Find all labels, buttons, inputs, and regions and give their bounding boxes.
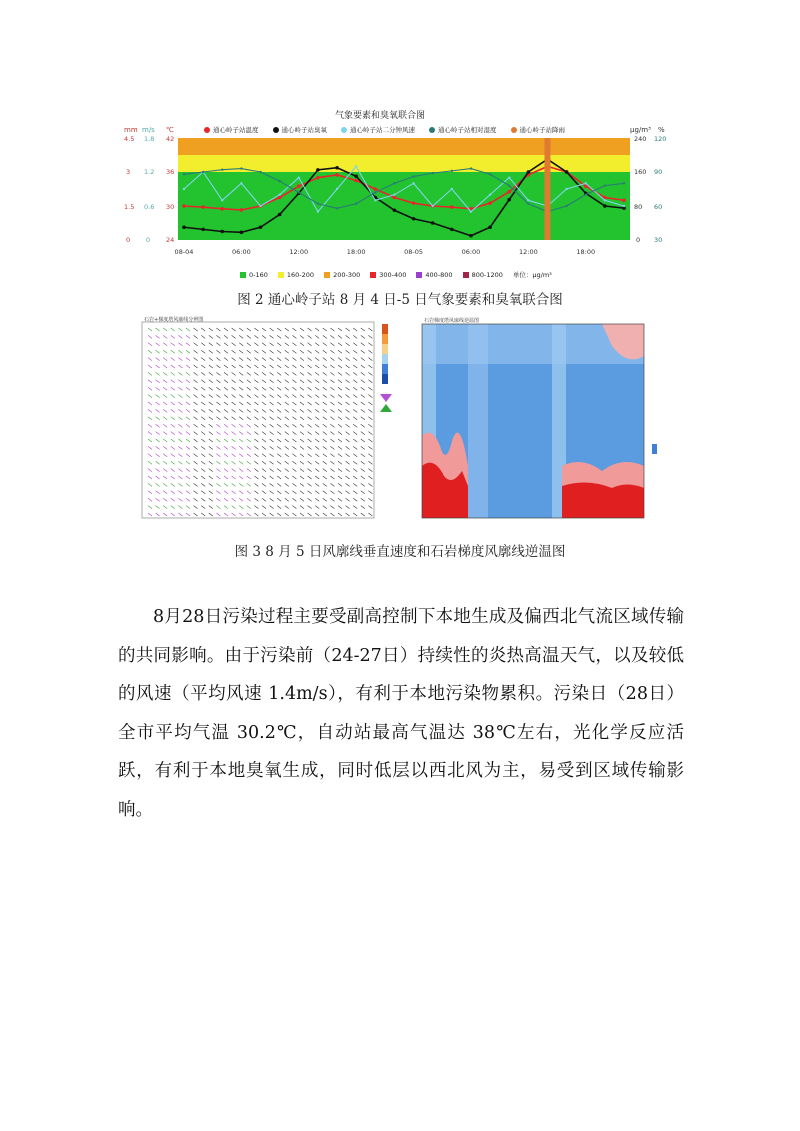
ytick-ms-1: 1.2 <box>144 168 155 176</box>
data-point <box>201 228 205 232</box>
data-point <box>202 171 204 173</box>
x-tick-label: 12:00 <box>289 248 309 256</box>
data-point <box>220 207 224 211</box>
data-point <box>393 193 395 195</box>
data-point <box>604 199 606 201</box>
data-point <box>355 203 357 205</box>
ytick-ug-2: 80 <box>634 203 643 211</box>
paragraph-text: 8月28日污染过程主要受副高控制下本地生成及偏西北气流区域传输的共同影响。由于污染前（24-27日）持续性的炎热高温天气，以及较低的风速（平均风速 1.4m/s），有利于本地污染物累积。污染日（28日）全市平均气温 30.2℃，自动站最高气温达 38℃左右，光化学反应活跃，有利于本地臭氧生成，同时低层以西北风为主，易受到区域传输影响。 <box>118 607 684 820</box>
figure-2 <box>120 108 667 283</box>
data-point <box>336 188 338 190</box>
data-point <box>374 199 376 201</box>
data-point <box>355 165 357 167</box>
data-point <box>488 225 492 229</box>
ytick-mm-0: 4.5 <box>124 135 135 143</box>
data-point <box>450 205 454 209</box>
line-chart <box>178 138 630 240</box>
data-point <box>488 201 492 205</box>
data-point <box>220 230 224 234</box>
data-point <box>489 173 491 175</box>
data-point <box>259 171 261 173</box>
data-point <box>182 225 186 229</box>
data-point <box>565 170 569 174</box>
ytick-mm-2: 1.5 <box>124 203 135 211</box>
ytick-pct-0: 120 <box>654 135 667 143</box>
data-point <box>182 204 186 208</box>
data-point <box>354 174 358 178</box>
data-point <box>431 205 433 207</box>
legend-rainfall: 通心岭子站降雨 <box>511 125 566 134</box>
data-point <box>451 188 453 190</box>
ytick-pct-1: 90 <box>654 168 663 176</box>
series-line <box>184 159 624 236</box>
data-point <box>508 184 510 186</box>
aqi-legend-item: 300-400 <box>370 270 406 279</box>
axis-unit-ms: m/s <box>142 126 155 134</box>
ytick-c-2: 30 <box>166 203 175 211</box>
data-point <box>240 231 244 235</box>
axis-unit-ug: μg/m³ <box>630 126 651 134</box>
ytick-ms-0: 1.8 <box>144 135 155 143</box>
data-point <box>412 175 414 177</box>
plot-area <box>178 138 630 240</box>
data-point <box>527 199 529 201</box>
data-point <box>508 176 510 178</box>
data-point <box>335 166 339 170</box>
data-point <box>201 205 205 209</box>
color-scale <box>378 316 410 528</box>
data-point <box>278 213 282 217</box>
figure-2-caption: 图 2 通心岭子站 8 月 4 日-5 日气象要素和臭氧联合图 <box>237 292 563 308</box>
ytick-ms-3: 0 <box>146 236 151 244</box>
data-point <box>412 217 416 221</box>
ytick-ug-1: 160 <box>634 168 647 176</box>
x-tick-label: 08-04 <box>174 248 194 256</box>
data-point <box>412 201 416 205</box>
data-point <box>431 221 435 225</box>
inversion-contour <box>412 316 666 528</box>
data-point <box>489 193 491 195</box>
inversion-panel <box>412 316 666 528</box>
data-point <box>316 168 320 172</box>
x-tick-label: 18:00 <box>576 248 596 256</box>
ytick-mm-3: 0 <box>126 236 131 244</box>
data-point <box>412 182 414 184</box>
ytick-pct-2: 60 <box>654 203 663 211</box>
data-point <box>623 182 625 184</box>
data-point <box>183 188 185 190</box>
data-point <box>565 205 567 207</box>
series-legend <box>204 125 674 134</box>
aqi-legend-item: 160-200 <box>278 270 314 279</box>
chart-title: 气象要素和臭氧联合图 <box>334 111 425 121</box>
aqi-legend-item: 400-800 <box>416 270 452 279</box>
ytick-ug-3: 0 <box>636 236 641 244</box>
body-paragraph <box>118 598 684 829</box>
left-panel-title: 石岩+梯度塔风廓线分辨图 <box>144 317 204 323</box>
data-point <box>278 193 280 195</box>
ytick-c-1: 36 <box>166 168 175 176</box>
wind-profile-panel <box>132 316 382 528</box>
data-point <box>240 167 242 169</box>
data-point <box>316 176 320 180</box>
x-tick-label: 08-05 <box>404 248 424 256</box>
aqi-legend-item: 200-300 <box>324 270 360 279</box>
data-point <box>221 169 223 171</box>
data-point <box>527 170 531 174</box>
axis-unit-c: ℃ <box>166 126 174 134</box>
data-point <box>240 182 242 184</box>
data-point <box>585 193 587 195</box>
ytick-c-0: 42 <box>166 135 175 143</box>
data-point <box>604 184 606 186</box>
x-tick-label: 18:00 <box>346 248 366 256</box>
data-point <box>297 184 301 188</box>
axis-unit-pct: % <box>658 126 665 134</box>
series-line <box>184 166 624 210</box>
aqi-legend-item: 0-160 <box>240 270 268 279</box>
data-point <box>470 210 472 212</box>
data-point <box>469 234 473 238</box>
data-point <box>527 203 529 205</box>
data-point <box>298 191 300 193</box>
data-point <box>336 207 338 209</box>
unit-label: 单位：μg/m³ <box>512 271 552 279</box>
data-point <box>374 187 378 191</box>
ytick-pct-3: 30 <box>654 236 663 244</box>
data-point <box>507 190 511 194</box>
ytick-c-3: 24 <box>166 236 175 244</box>
axis-unit-mm: mm <box>124 126 138 134</box>
data-point <box>335 173 339 177</box>
x-tick-label: 12:00 <box>518 248 538 256</box>
data-point <box>393 196 397 200</box>
color-scale-panel <box>378 316 410 528</box>
wind-barb-plot <box>132 316 382 528</box>
data-point <box>450 228 454 232</box>
data-point <box>317 203 319 205</box>
data-point <box>221 199 223 201</box>
data-point <box>585 182 587 184</box>
data-point <box>622 199 626 203</box>
data-point <box>431 172 433 174</box>
data-point <box>298 176 300 178</box>
x-tick-label: 06:00 <box>232 248 251 256</box>
legend-wind-speed: 通心岭子站二分钟风速 <box>341 125 415 134</box>
data-point <box>507 198 511 202</box>
data-point <box>240 208 244 212</box>
series-line <box>184 166 624 211</box>
legend-humidity: 通心岭子站相对湿度 <box>429 125 497 134</box>
aqi-legend-item: 800-1200 <box>463 270 503 279</box>
data-point <box>374 191 376 193</box>
data-point <box>183 173 185 175</box>
data-point <box>393 182 395 184</box>
data-point <box>259 225 263 229</box>
data-point <box>451 170 453 172</box>
data-point <box>278 180 280 182</box>
ytick-ms-2: 0.6 <box>144 203 155 211</box>
rainfall-bar <box>544 138 550 240</box>
data-point <box>565 188 567 190</box>
legend-ozone: 通心岭子站臭氧 <box>273 125 328 134</box>
data-point <box>278 196 282 200</box>
legend-temperature: 通心岭子站温度 <box>204 125 259 134</box>
data-point <box>354 179 358 183</box>
right-panel-title: 石岩梯度塔风廓线逆温图 <box>424 318 480 324</box>
data-point <box>603 204 607 208</box>
x-tick-label: 06:00 <box>461 248 481 256</box>
data-point <box>259 205 261 207</box>
aqi-legend <box>240 270 552 279</box>
series-line <box>184 169 624 212</box>
data-point <box>393 208 397 212</box>
figure-3-caption: 图 3 8 月 5 日风廓线垂直速度和石岩梯度风廓线逆温图 <box>234 544 566 560</box>
ytick-ug-0: 240 <box>634 135 647 143</box>
data-point <box>470 167 472 169</box>
data-point <box>317 210 319 212</box>
ytick-mm-1: 3 <box>126 168 131 176</box>
data-point <box>623 205 625 207</box>
